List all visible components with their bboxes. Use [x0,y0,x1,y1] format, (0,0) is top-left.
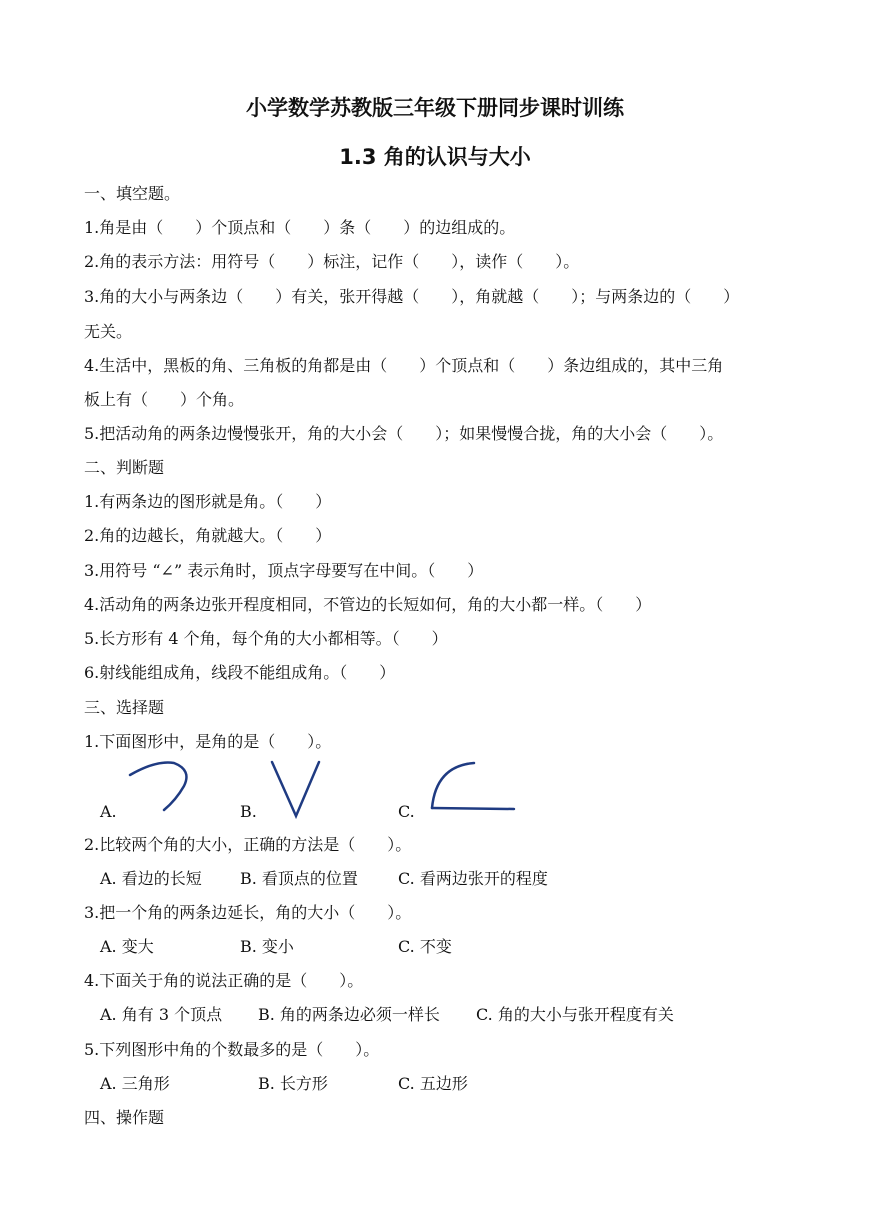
section-heading-fill-blank: 一、填空题。 [84,184,181,203]
fill-question-2: 2.角的表示方法：用符号（ ）标注，记作（ ），读作（ ）。 [84,252,580,271]
choice-4-option-b: B. 角的两条边必须一样长 [258,1005,440,1024]
fill-question-1: 1.角是由（ ）个顶点和（ ）条（ ）的边组成的。 [84,218,516,237]
worksheet-subtitle: 1.3 角的认识与大小 [339,145,531,169]
choice-5-option-c: C. 五边形 [398,1074,468,1093]
section-heading-operation: 四、操作题 [84,1108,165,1127]
choice-3-option-c: C. 不变 [398,937,452,956]
choice-2-option-c: C. 看两边张开的程度 [398,869,548,888]
choice-1-option-b-label: B. [240,802,257,821]
curved-line-figure [126,758,196,818]
fill-question-4-line1: 4.生活中，黑板的角、三角板的角都是由（ ）个顶点和（ ）条边组成的，其中三角 [84,356,724,375]
choice-question-3: 3.把一个角的两条边延长，角的大小（ ）。 [84,903,412,922]
fill-question-3-line2: 无关。 [84,322,133,341]
fill-question-3-line1: 3.角的大小与两条边（ ）有关，张开得越（ ），角就越（ ）；与两条边的（ ） [84,287,740,306]
choice-4-option-a: A. 角有 3 个顶点 [100,1005,223,1024]
judge-question-6: 6.射线能组成角，线段不能组成角。（ ） [84,663,396,682]
section-heading-true-false: 二、判断题 [84,458,165,477]
judge-question-1: 1.有两条边的图形就是角。（ ） [84,492,332,511]
judge-question-5: 5.长方形有 4 个角，每个角的大小都相等。（ ） [84,629,448,648]
choice-3-option-b: B. 变小 [240,937,294,956]
judge-question-4: 4.活动角的两条边张开程度相同，不管边的长短如何，角的大小都一样。（ ） [84,595,652,614]
choice-question-5: 5.下列图形中角的个数最多的是（ ）。 [84,1040,380,1059]
choice-1-option-a-label: A. [100,802,117,821]
arc-with-line-figure [424,758,520,818]
fill-question-5: 5.把活动角的两条边慢慢张开，角的大小会（ ）；如果慢慢合拢，角的大小会（ ）。 [84,424,724,443]
choice-2-option-a: A. 看边的长短 [100,869,202,888]
judge-question-2: 2.角的边越长，角就越大。（ ） [84,526,332,545]
choice-5-option-b: B. 长方形 [258,1074,328,1093]
fill-question-4-line2: 板上有（ ）个角。 [84,390,245,409]
choice-question-1: 1.下面图形中，是角的是（ ）。 [84,732,332,751]
choice-1-option-c-label: C. [398,802,415,821]
choice-2-option-b: B. 看顶点的位置 [240,869,358,888]
judge-question-3: 3.用符号 “∠” 表示角时，顶点字母要写在中间。（ ） [84,561,484,580]
choice-5-option-a: A. 三角形 [100,1074,170,1093]
section-heading-multiple-choice: 三、选择题 [84,698,165,717]
worksheet-title: 小学数学苏教版三年级下册同步课时训练 [246,96,624,120]
choice-question-2: 2.比较两个角的大小，正确的方法是（ ）。 [84,835,412,854]
angle-figure [264,756,326,822]
choice-4-option-c: C. 角的大小与张开程度有关 [476,1005,674,1024]
choice-3-option-a: A. 变大 [100,937,154,956]
choice-question-4: 4.下面关于角的说法正确的是（ ）。 [84,971,364,990]
